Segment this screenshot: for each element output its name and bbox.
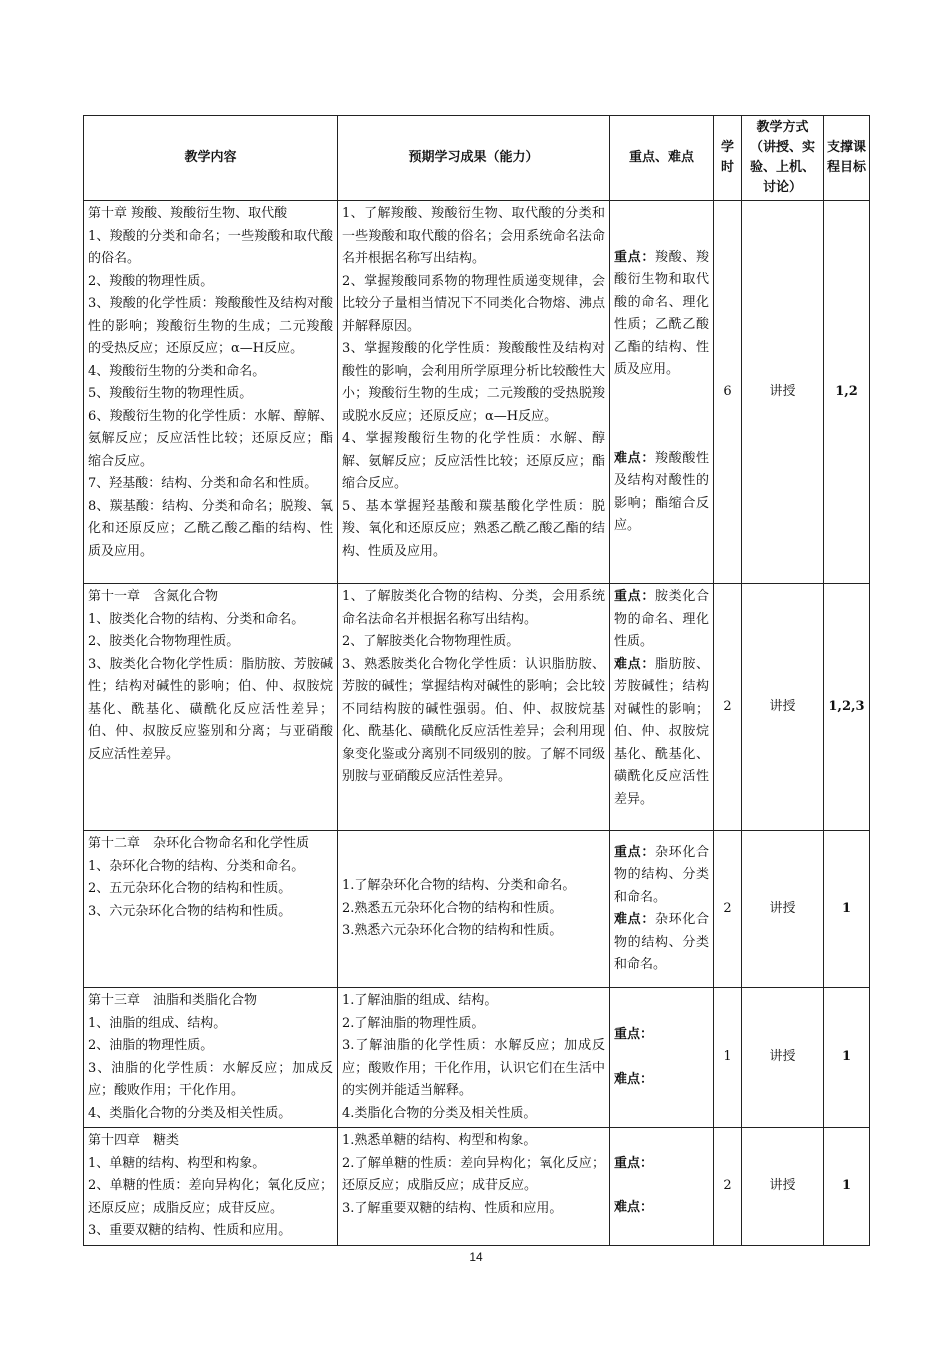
outcome-line: 2.了解单糖的性质：差向异构化；氧化反应；还原反应；成脂反应；成苷反应。 — [342, 1155, 605, 1193]
hours-cell: 2 — [714, 1128, 742, 1246]
difficulty-text: 脂肪胺、芳胺碱性；结构对碱性的影响；伯、仲、叔胺烷基化、酰基化、磺酰化反应活性差异。 — [614, 656, 709, 807]
keypoints-cell — [610, 584, 714, 831]
content-line: 1、胺类化合物的结构、分类和命名。 — [88, 611, 305, 627]
difficulty-label: 难点： — [614, 450, 655, 466]
page-number: 14 — [469, 1250, 483, 1264]
outcome-line: 1、了解羧酸、羧酸衍生物、取代酸的分类和一些羧酸和取代酸的俗名；会用系统命名法命名并根据名称写出结构。 — [342, 206, 605, 266]
difficulty-text: 羧酸酸性及结构对酸性的影响；酯缩合反应。 — [614, 450, 709, 533]
key-point — [614, 842, 709, 910]
key-label: 重点： — [614, 1155, 654, 1171]
header-hours: 学时 — [714, 116, 742, 201]
difficulty-point — [614, 909, 709, 977]
keypoints-cell — [610, 831, 714, 988]
key-text: 杂环化合物的结构、分类和命名。 — [614, 844, 709, 905]
key-label: 重点： — [614, 589, 655, 604]
outcome-line: 3.了解重要双糖的结构、性质和应用。 — [342, 1200, 563, 1216]
content-line: 第十二章 杂环化合物命名和化学性质 — [88, 836, 310, 851]
content-line: 3、胺类化合物化学性质：脂肪胺、芳胺碱性；结构对碱性的影响；伯、仲、叔胺烷基化、酰基化、磺酰化反应活性差异；伯、仲、叔胺反应鉴别和分离；与亚硝酸反应活性差异。 — [88, 656, 333, 762]
content-line: 第十四章 糖类 — [88, 1133, 180, 1148]
key-label: 重点： — [614, 844, 655, 860]
goals-cell: 1 — [824, 988, 870, 1128]
outcome-line: 2.了解油脂的物理性质。 — [342, 1015, 485, 1031]
goals-cell: 1 — [824, 831, 870, 988]
key-label: 重点： — [614, 249, 655, 265]
content-line: 7、羟基酸：结构、分类和命名和性质。 — [88, 476, 318, 491]
key-point — [614, 586, 709, 654]
difficulty-label: 难点： — [614, 656, 655, 672]
method-cell: 讲授 — [742, 201, 824, 584]
content-line: 3、六元杂环化合物的结构和性质。 — [88, 903, 292, 919]
outcomes-cell — [338, 831, 610, 988]
outcome-line: 3.熟悉六元杂环化合物的结构和性质。 — [342, 923, 563, 939]
outcome-line: 1.了解杂环化合物的结构、分类和命名。 — [342, 878, 576, 894]
hours-cell: 1 — [714, 988, 742, 1128]
content-line: 4、类脂化合物的分类及相关性质。 — [88, 1105, 292, 1121]
table-row — [84, 1128, 870, 1246]
outcome-line: 1.了解油脂的组成、结构。 — [342, 993, 498, 1008]
spacer — [614, 382, 709, 404]
table-row — [84, 831, 870, 988]
table-body — [84, 201, 870, 1246]
content-line: 8、羰基酸：结构、分类和命名；脱羧、氧化和还原反应；乙酰乙酸乙酯的结构、性质及应用。 — [88, 498, 333, 559]
content-cell — [84, 584, 338, 831]
outcome-line: 5、基本掌握羟基酸和羰基酸化学性质：脱羧、氧化和还原反应；熟悉乙酰乙酸乙酯的结构、性质及应用。 — [342, 498, 605, 559]
outcome-line: 1.熟悉单糖的结构、构型和构象。 — [342, 1133, 537, 1148]
content-line: 5、羧酸衍生物的物理性质。 — [88, 386, 253, 401]
goals-cell: 1,2 — [824, 201, 870, 584]
difficulty-point — [614, 1069, 709, 1092]
content-line: 3、羧酸的化学性质：羧酸酸性及结构对酸性的影响；羧酸衍生物的生成；二元羧酸的受热反应；还原反应；α—H反应。 — [88, 296, 333, 356]
hours-cell: 6 — [714, 201, 742, 584]
goals-cell: 1 — [824, 1128, 870, 1246]
outcome-line: 4、掌握羧酸衍生物的化学性质：水解、醇解、氨解反应；反应活性比较；还原反应；酯缩合反应。 — [342, 431, 605, 491]
outcomes-cell — [338, 584, 610, 831]
outcome-line: 2、了解胺类化合物物理性质。 — [342, 634, 520, 649]
content-line: 第十三章 油脂和类脂化合物 — [88, 993, 258, 1008]
content-line: 1、羧酸的分类和命名；一些羧酸和取代酸的俗名。 — [88, 228, 333, 266]
outcome-line: 4.类脂化合物的分类及相关性质。 — [342, 1105, 537, 1121]
method-cell: 讲授 — [742, 584, 824, 831]
header-row — [84, 116, 870, 201]
outcome-line: 1、了解胺类化合物的结构、分类，会用系统命名法命名并根据名称写出结构。 — [342, 589, 605, 627]
content-line: 2、胺类化合物物理性质。 — [88, 634, 240, 649]
content-line: 2、五元杂环化合物的结构和性质。 — [88, 881, 292, 896]
content-line: 4、羧酸衍生物的分类和命名。 — [88, 363, 266, 379]
outcomes-cell — [338, 201, 610, 584]
header-content: 教学内容 — [84, 116, 338, 201]
method-cell: 讲授 — [742, 1128, 824, 1246]
difficulty-label: 难点： — [614, 912, 655, 927]
syllabus-table — [83, 115, 870, 1246]
spacer — [614, 1175, 709, 1197]
keypoints-cell — [610, 988, 714, 1128]
content-line: 第十章 羧酸、羧酸衍生物、取代酸 — [88, 206, 288, 221]
key-point — [614, 1153, 709, 1176]
difficulty-label: 难点： — [614, 1200, 654, 1216]
spacer — [614, 404, 709, 426]
header-goals: 支撑课程目标 — [824, 116, 870, 201]
outcome-line: 3.了解油脂的化学性质：水解反应；加成反应；酸败作用；干化作用，认识它们在生活中的实例并能适当解释。 — [342, 1038, 605, 1098]
key-text: 羧酸、羧酸衍生物和取代酸的命名、理化性质；乙酰乙酸乙酯的结构、性质及应用。 — [614, 249, 709, 377]
difficulty-text: 杂环化合物的结构、分类和命名。 — [614, 912, 709, 972]
table-row — [84, 988, 870, 1128]
outcome-line: 3、掌握羧酸的化学性质：羧酸酸性及结构对酸性的影响，会利用所学原理分析比较酸性大小；羧酸衍生物的生成；二元羧酸的受热脱羧或脱水反应；还原反应；α—H反应。 — [342, 341, 605, 424]
header-keypoints: 重点、难点 — [610, 116, 714, 201]
outcome-line: 3、熟悉胺类化合物化学性质：认识脂肪胺、芳胺的碱性；掌握结构对碱性的影响；会比较不同结构胺的碱性强弱。伯、仲、叔胺烷基化、酰基化、磺酰化反应活性差异；会利用现象变化鉴或分离别不同级别的胺。了解不同级别胺与亚硝酸反应活性差异。 — [342, 656, 605, 784]
outcome-line: 2.熟悉五元杂环化合物的结构和性质。 — [342, 900, 563, 916]
hours-cell: 2 — [714, 584, 742, 831]
outcomes-cell — [338, 1128, 610, 1246]
key-label: 重点： — [614, 1027, 654, 1042]
difficulty-label: 难点： — [614, 1071, 654, 1087]
content-cell — [84, 1128, 338, 1246]
content-line: 6、羧酸衍生物的化学性质：水解、醇解、氨解反应；反应活性比较；还原反应；酯缩合反应。 — [88, 408, 333, 469]
key-point — [614, 247, 709, 382]
content-line: 1、杂环化合物的结构、分类和命名。 — [88, 858, 305, 874]
content-line: 3、油脂的化学性质：水解反应；加成反应；酸败作用；干化作用。 — [88, 1060, 333, 1098]
content-cell — [84, 831, 338, 988]
outcome-line: 2、掌握羧酸同系物的物理性质递变规律，会比较分子量相当情况下不同类化合物熔、沸点并解释原因。 — [342, 273, 605, 334]
spacer — [614, 426, 709, 448]
content-line: 第十一章 含氮化合物 — [88, 589, 219, 604]
method-cell: 讲授 — [742, 988, 824, 1128]
content-line: 3、重要双糖的结构、性质和应用。 — [88, 1223, 292, 1238]
table-row — [84, 201, 870, 584]
header-outcomes: 预期学习成果（能力） — [338, 116, 610, 201]
header-method: 教学方式（讲授、实验、上机、讨论） — [742, 116, 824, 201]
content-cell — [84, 988, 338, 1128]
outcomes-cell — [338, 988, 610, 1128]
content-line: 2、羧酸的物理性质。 — [88, 273, 214, 289]
key-text: 胺类化合物的命名、理化性质。 — [614, 589, 709, 649]
method-cell: 讲授 — [742, 831, 824, 988]
difficulty-point — [614, 448, 709, 538]
hours-cell: 2 — [714, 831, 742, 988]
content-line: 2、单糖的性质：差向异构化；氧化反应；还原反应；成脂反应；成苷反应。 — [88, 1178, 333, 1216]
spacer — [614, 1047, 709, 1069]
goals-cell: 1,2,3 — [824, 584, 870, 831]
content-cell — [84, 201, 338, 584]
difficulty-point — [614, 654, 709, 812]
key-point — [614, 1024, 709, 1047]
keypoints-cell — [610, 1128, 714, 1246]
difficulty-point — [614, 1197, 709, 1220]
table-row — [84, 584, 870, 831]
keypoints-cell — [610, 201, 714, 584]
content-line: 1、油脂的组成、结构。 — [88, 1015, 227, 1031]
content-line: 1、单糖的结构、构型和构象。 — [88, 1155, 266, 1171]
content-line: 2、油脂的物理性质。 — [88, 1038, 214, 1053]
